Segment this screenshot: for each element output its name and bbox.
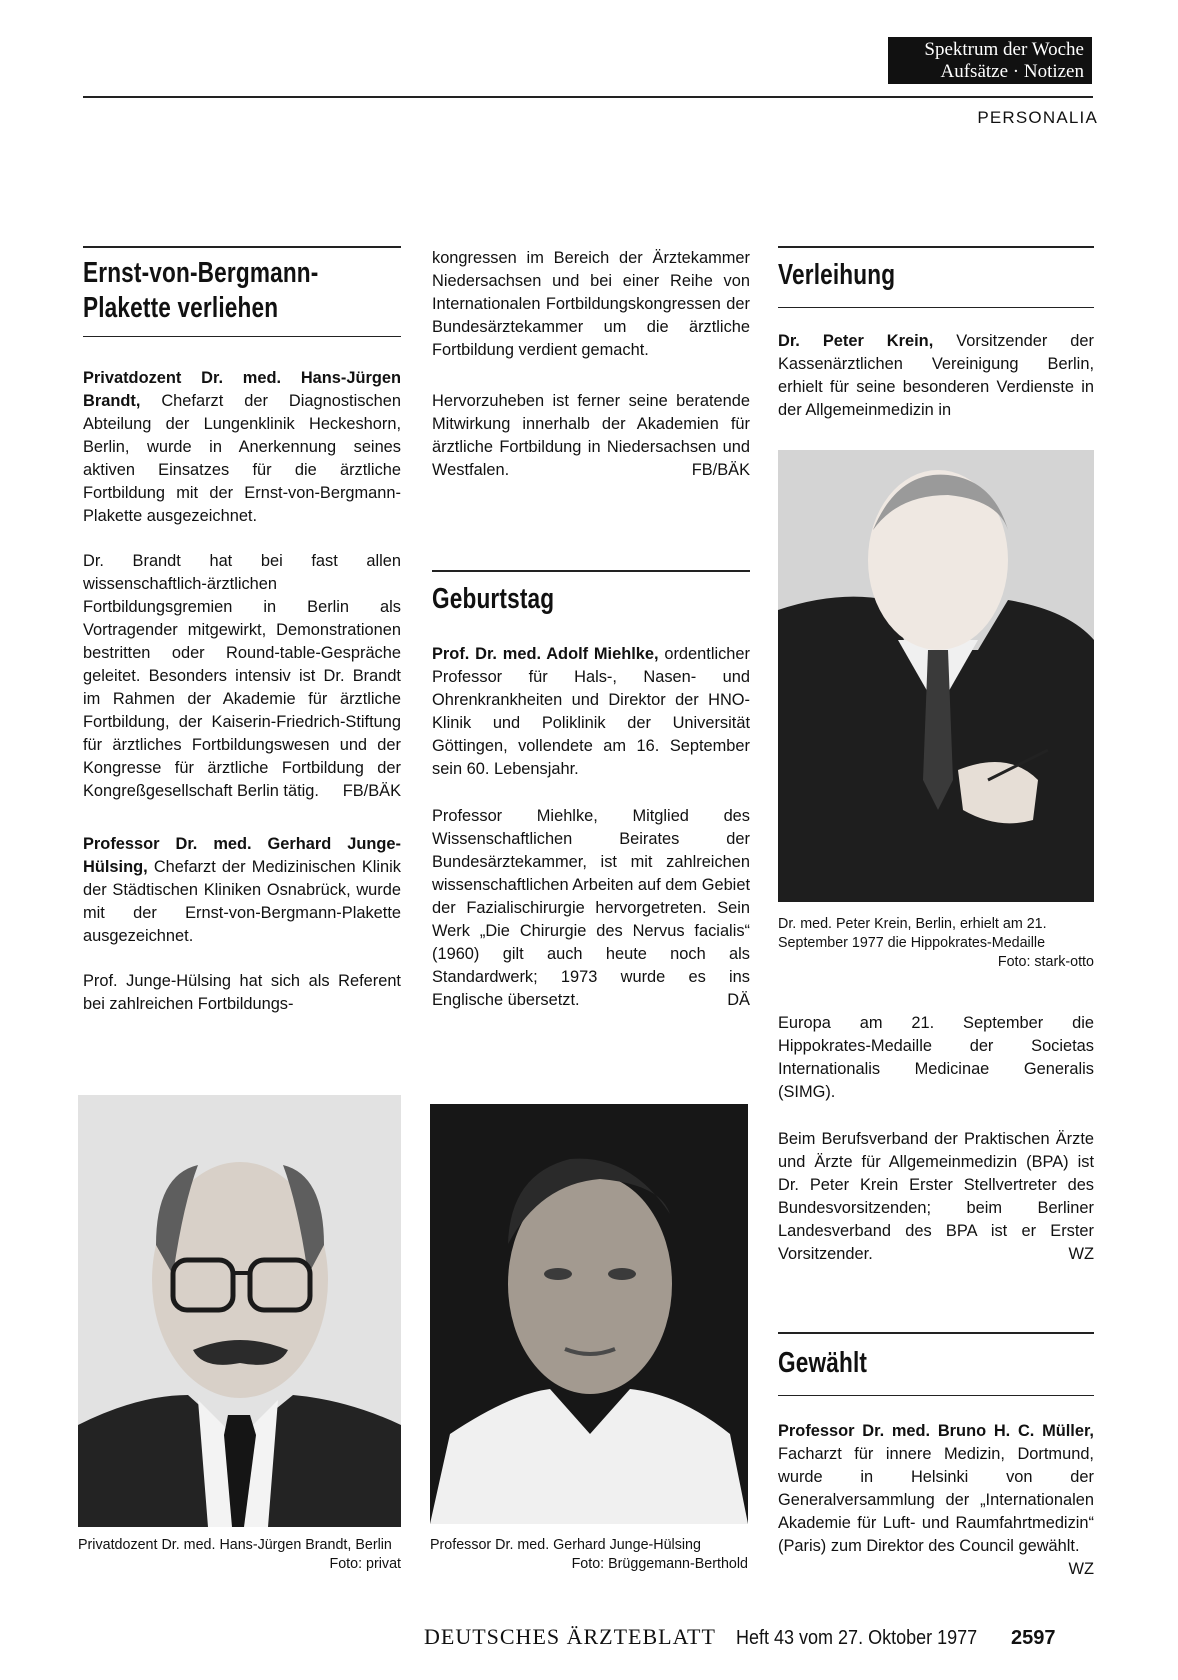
photo-credit: Foto: privat bbox=[329, 1556, 401, 1572]
author-signature: FB/BÄK bbox=[342, 782, 401, 800]
page-number: 2597 bbox=[1011, 1627, 1056, 1649]
article-verleihung-continued bbox=[778, 1012, 1094, 1266]
heading-rule-bottom bbox=[778, 307, 1094, 308]
paragraph: Professor Dr. med. Gerhard Junge-Hülsing, Chefarzt der Medizinischen Klinik der Städtischen Kliniken Osnabrück, wurde mit der Ernst-von-Bergmann-Plakette ausgezeichnet. bbox=[83, 835, 401, 945]
author-signature: WZ bbox=[1068, 1245, 1094, 1263]
article-title: Verleihung bbox=[778, 259, 896, 291]
article-title: Gewählt bbox=[778, 1347, 868, 1379]
author-signature: FB/BÄK bbox=[691, 461, 750, 479]
photo-peter-krein bbox=[778, 450, 1094, 902]
person-name: Dr. Peter Krein, bbox=[778, 332, 934, 350]
badge-line-2: Aufsätze · Notizen bbox=[940, 61, 1084, 82]
paragraph: Prof. Junge-Hülsing hat sich als Referent bei zahlreichen Fortbildungs- bbox=[83, 972, 401, 1013]
article-gewaehlt bbox=[778, 1332, 1094, 1581]
author-signature: DÄ bbox=[727, 991, 750, 1009]
article-title: Geburtstag bbox=[432, 583, 555, 615]
heading-rule-top bbox=[778, 246, 1094, 248]
page-footer bbox=[424, 1624, 1056, 1650]
journal-name: DEUTSCHES ÄRZTEBLATT bbox=[424, 1624, 716, 1649]
article-geburtstag bbox=[432, 570, 750, 1012]
paragraph: kongressen im Bereich der Ärztekammer Niedersachsen und bei einer Reihe von Internationalen Fortbildungskongressen der Bundesärztekammer um die ärztliche Fortbildung verdient gemacht. bbox=[432, 249, 750, 359]
article-verleihung bbox=[778, 246, 1094, 422]
heading-rule-bottom bbox=[83, 336, 401, 337]
paragraph: Dr. Brandt hat bei fast allen wissenschaftlich-ärztlichen Fortbildungsgremien in Berlin als Vortragender mitgewirkt, Demonstrationen bestritten oder Round-table-Gespräche geleitet. Besonders intensiv ist Dr. Brandt im Rahmen der Akademie für ärztliche Fortbildung, der Kaiserin-Friedrich-Stiftung für ärztliches Fortbildungswesen und der Kongresse für ärztliche Fortbildung der Kongreßgesellschaft Berlin tätig. FB/BÄK bbox=[83, 550, 401, 803]
person-name: Professor Dr. med. Gerhard Junge-Hülsing, bbox=[83, 835, 401, 876]
person-name: Professor Dr. med. Bruno H. C. Müller, bbox=[778, 1422, 1094, 1440]
photo-credit: Foto: stark-otto bbox=[997, 954, 1094, 970]
section-badge bbox=[888, 37, 1092, 84]
photo-caption-krein: Dr. med. Peter Krein, Berlin, erhielt am 21. September 1977 die Hippokrates-Medaille Foto: stark-otto bbox=[778, 916, 1094, 970]
issue-info: Heft 43 vom 27. Oktober 1977 bbox=[735, 1627, 977, 1649]
paragraph: Hervorzuheben ist ferner seine beratende Mitwirkung innerhalb der Akademien für ärztliche Fortbildung in Niedersachsen und Westfalen. FB/BÄK bbox=[432, 390, 750, 482]
badge-line-1: Spektrum der Woche bbox=[924, 39, 1084, 60]
article-title: Ernst-von-Bergmann- Plakette verliehen bbox=[83, 257, 319, 324]
author-signature: WZ bbox=[1068, 1560, 1094, 1578]
paragraph: Privatdozent Dr. med. Hans-Jürgen Brandt, Chefarzt der Diagnostischen Abteilung der Lungenklinik Heckeshorn, Berlin, wurde in Anerkennung seines aktiven Einsatzes für die ärztliche Fortbildung mit der Ernst-von-Bergmann-Plakette ausgezeichnet. bbox=[83, 369, 401, 525]
heading-rule-top bbox=[432, 570, 750, 572]
photo-credit: Foto: Brüggemann-Berthold bbox=[571, 1556, 748, 1572]
heading-rule-top bbox=[83, 246, 401, 248]
paragraph: Prof. Dr. med. Adolf Miehlke, ordentlicher Professor für Hals-, Nasen- und Ohrenkrankheiten und Direktor der HNO-Klinik und Poliklinik der Universität Göttingen, vollendete am 16. September sein 60. Lebensjahr. bbox=[432, 645, 750, 778]
heading-rule-bottom bbox=[778, 1395, 1094, 1396]
article-bergmann bbox=[83, 246, 401, 1016]
photo-caption-junge-huelsing: Professor Dr. med. Gerhard Junge-Hülsing Foto: Brüggemann-Berthold bbox=[430, 1537, 748, 1572]
article-bergmann-continued bbox=[432, 247, 750, 482]
paragraph: Professor Dr. med. Bruno H. C. Müller, Facharzt für innere Medizin, Dortmund, wurde in Helsinki von der Generalversammlung der „Internationalen Akademie für Luft- und Raumfahrtmedizin“ (Paris) zum Direktor des Council gewählt. WZ bbox=[778, 1420, 1094, 1558]
paragraph: Europa am 21. September die Hippokrates-Medaille der Societas Internationalis Medicinae Generalis (SIMG). bbox=[778, 1014, 1094, 1101]
photo-caption-brandt: Privatdozent Dr. med. Hans-Jürgen Brandt, Berlin Foto: privat bbox=[78, 1537, 401, 1572]
paragraph: Beim Berufsverband der Praktischen Ärzte und Ärzte für Allgemeinmedizin (BPA) ist Dr. Peter Krein Erster Stellvertreter des Bundesvorsitzenden; beim Berliner Landesverband des BPA ist er Erster Vorsitzender. WZ bbox=[778, 1128, 1094, 1266]
photo-hans-juergen-brandt bbox=[78, 1095, 401, 1527]
person-name: Prof. Dr. med. Adolf Miehlke, bbox=[432, 645, 659, 663]
photo-gerhard-junge-huelsing bbox=[430, 1104, 748, 1524]
heading-rule-top bbox=[778, 1332, 1094, 1334]
paragraph: Dr. Peter Krein, Vorsitzender der Kassenärztlichen Vereinigung Berlin, erhielt für seine besonderen Verdienste in der Allgemeinmedizin in bbox=[778, 332, 1094, 419]
paragraph: Professor Miehlke, Mitglied des Wissenschaftlichen Beirates der Bundesärztekammer, ist mit zahlreichen wissenschaftlichen Arbeiten auf dem Gebiet der Fazialischirurgie hervorgetreten. Sein Werk „Die Chirurgie des Nervus facialis“ (1960) gilt auch heute noch als Standardwerk; 1973 wurde es ins Englische übersetzt. DÄ bbox=[432, 805, 750, 1012]
section-label: PERSONALIA bbox=[977, 108, 1098, 127]
header-rule bbox=[83, 96, 1093, 98]
person-name: Privatdozent Dr. med. Hans-Jürgen Brandt, bbox=[83, 369, 401, 410]
